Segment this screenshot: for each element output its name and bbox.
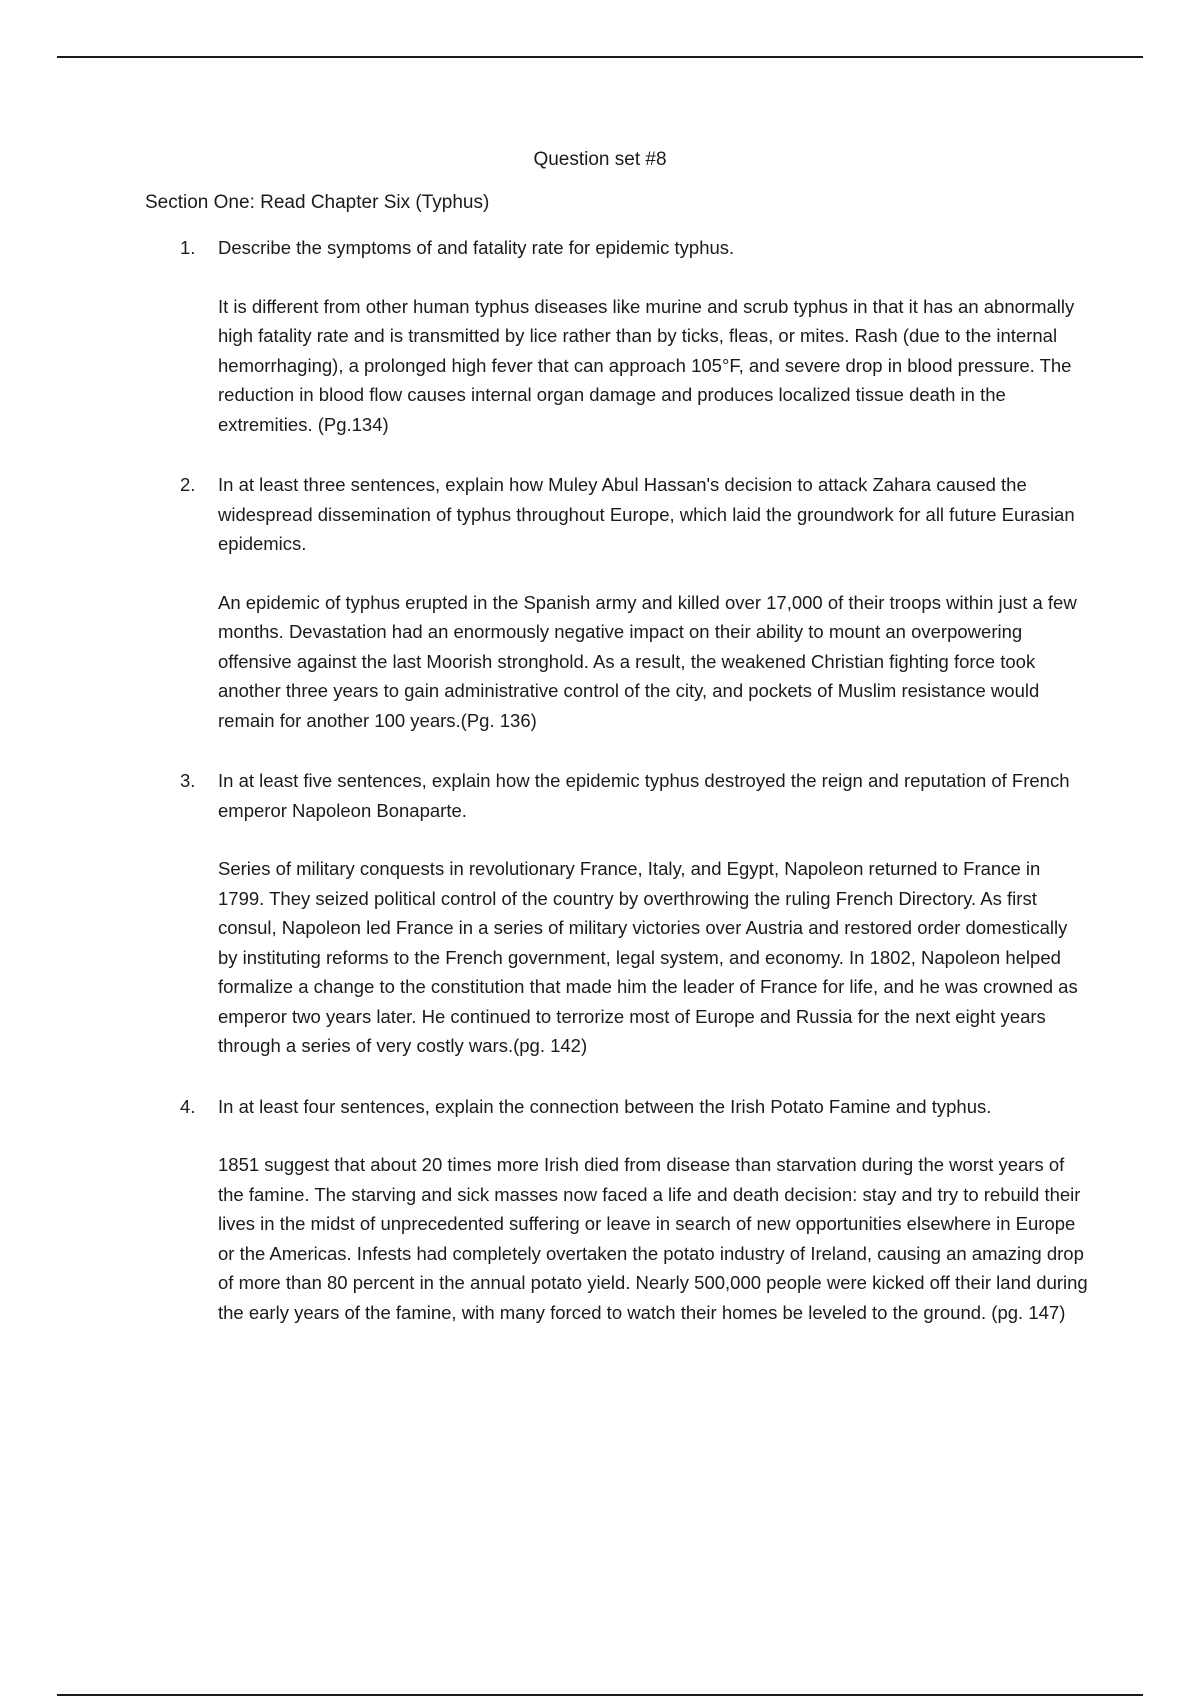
question-list [0, 233, 1200, 1358]
footer-rule [57, 1694, 1143, 1696]
question-number: 1. [180, 237, 196, 258]
question-number: 4. [180, 1095, 196, 1117]
question-item [0, 1092, 1200, 1328]
question-prompt: In at least five sentences, explain how the epidemic typhus destroyed the reign and reputation of French emperor Napoleon Bonaparte. [218, 770, 1070, 821]
question-item [0, 766, 1200, 1061]
question-answer: An epidemic of typhus erupted in the Spanish army and killed over 17,000 of their troops within just a few months. Devastation had an enormously negative impact on their ability to mount an overpowering offensive against the last Moorish stronghold. As a result, the weakened Christian fighting force took another three years to gain administrative control of the city, and pockets of Muslim resistance would remain for another 100 years.(Pg. 136) [218, 591, 1077, 731]
question-prompt: Describe the symptoms of and fatality rate for epidemic typhus. [218, 237, 735, 258]
question-answer: It is different from other human typhus diseases like murine and scrub typhus in that it has an abnormally high fatality rate and is transmitted by lice rather than by ticks, fleas, or mites. Rash (due to the internal hemorrhaging), a prolonged high fever that can approach 105°F, and severe drop in blood pressure. The reduction in blood flow causes internal organ damage and produces localized tissue death in the extremities. (Pg.134) [218, 295, 1075, 435]
question-prompt: In at least four sentences, explain the connection between the Irish Potato Famine and typhus. [218, 1095, 992, 1117]
question-number: 2. [180, 474, 196, 495]
question-answer: Series of military conquests in revolutionary France, Italy, and Egypt, Napoleon returned to France in 1799. They seized political control of the country by overthrowing the ruling French Directory. As first consul, Napoleon led France in a series of military victories over Austria and restored order domestically by instituting reforms to the French government, legal system, and economy. In 1802, Napoleon helped formalize a change to the constitution that made him the leader of France for life, and he was crowned as emperor two years later. He continued to terrorize most of Europe and Russia for the next eight years through a series of very costly wars.(pg. 142) [218, 858, 1078, 1056]
header-rule [57, 56, 1143, 58]
question-answer: 1851 suggest that about 20 times more Irish died from disease than starvation during the worst years of the famine. The starving and sick masses now faced a life and death decision: stay and try to rebuild their lives in the midst of unprecedented suffering or leave in search of new opportunities elsewhere in Europe or the Americas. Infests had completely overtaken the potato industry of Ireland, causing an amazing drop of more than 80 percent in the annual potato yield. Nearly 500,000 people were kicked off their land during the early years of the famine, with many forced to watch their homes be leveled to the ground. (pg. 147) [218, 1154, 1088, 1323]
question-prompt: In at least three sentences, explain how Muley Abul Hassan's decision to attack Zahara caused the widespread dissemination of typhus throughout Europe, which laid the groundwork for all future Eurasian epidemics. [218, 474, 1075, 554]
question-item [0, 470, 1200, 735]
page-title: Question set #8 [533, 149, 667, 170]
question-number: 3. [180, 770, 196, 791]
section-heading: Section One: Read Chapter Six (Typhus) [145, 192, 490, 213]
question-item [0, 233, 1200, 439]
